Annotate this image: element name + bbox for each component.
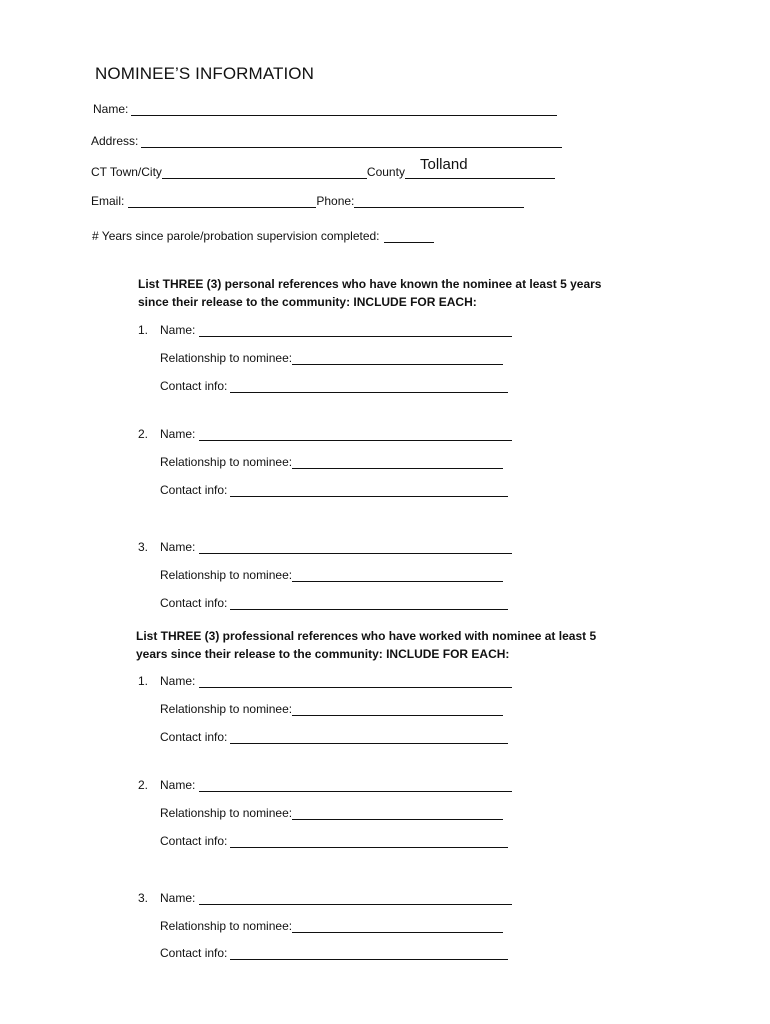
ref-name-field[interactable] xyxy=(199,324,512,337)
ref-rel-label: Relationship to nominee: xyxy=(160,806,293,820)
ref-contact-label: Contact info: xyxy=(160,596,228,610)
name-field[interactable] xyxy=(131,103,557,116)
ref-name-field[interactable] xyxy=(199,541,512,554)
ref-name-label: Name: xyxy=(160,778,196,792)
ref-name-row xyxy=(138,674,512,688)
ref-name-row xyxy=(138,540,512,554)
email-field[interactable] xyxy=(128,195,316,208)
ref-rel-label: Relationship to nominee: xyxy=(160,455,293,469)
town-field[interactable] xyxy=(162,166,367,179)
ref-rel-row xyxy=(160,702,503,716)
ref-number: 3. xyxy=(138,540,149,554)
phone-field[interactable] xyxy=(354,195,524,208)
ref-contact-label: Contact info: xyxy=(160,483,228,497)
county-value: Tolland xyxy=(420,156,468,173)
ref-rel-field[interactable] xyxy=(292,352,503,365)
ref-number: 1. xyxy=(138,674,149,688)
ref-contact-row xyxy=(160,483,508,497)
ref-contact-row xyxy=(160,730,508,744)
ref-name-field[interactable] xyxy=(199,428,512,441)
ref-contact-field[interactable] xyxy=(230,380,508,393)
ref-name-label: Name: xyxy=(160,427,196,441)
ref-contact-row xyxy=(160,379,508,393)
personal-heading-line1: List THREE (3) personal references who have known the nominee at least 5 years xyxy=(138,277,602,291)
address-row xyxy=(91,134,562,148)
ref-number: 3. xyxy=(138,891,149,905)
address-label: Address: xyxy=(91,134,139,148)
ref-contact-label: Contact info: xyxy=(160,834,228,848)
name-label: Name: xyxy=(93,102,129,116)
ref-name-row xyxy=(138,427,512,441)
ref-name-label: Name: xyxy=(160,540,196,554)
personal-heading xyxy=(138,275,601,311)
ref-name-row xyxy=(138,891,512,905)
personal-heading-line2: since their release to the community: INCLUDE FOR EACH: xyxy=(138,295,477,309)
ref-rel-field[interactable] xyxy=(292,456,503,469)
ref-rel-row xyxy=(160,351,503,365)
ref-contact-row xyxy=(160,946,508,960)
ref-rel-label: Relationship to nominee: xyxy=(160,919,293,933)
ref-rel-label: Relationship to nominee: xyxy=(160,568,293,582)
ref-rel-row xyxy=(160,806,503,820)
ref-contact-field[interactable] xyxy=(230,835,508,848)
ref-contact-label: Contact info: xyxy=(160,946,228,960)
ref-contact-label: Contact info: xyxy=(160,730,228,744)
ref-number: 2. xyxy=(138,778,149,792)
ref-contact-field[interactable] xyxy=(230,597,508,610)
address-field[interactable] xyxy=(141,135,562,148)
ref-name-field[interactable] xyxy=(199,779,512,792)
ref-rel-row xyxy=(160,919,503,933)
professional-heading-line2: years since their release to the community: INCLUDE FOR EACH: xyxy=(136,647,510,661)
ref-name-row xyxy=(138,323,512,337)
ref-rel-row xyxy=(160,568,503,582)
town-county-row xyxy=(91,165,555,179)
ref-contact-label: Contact info: xyxy=(160,379,228,393)
ref-rel-field[interactable] xyxy=(292,569,503,582)
ref-rel-label: Relationship to nominee: xyxy=(160,702,293,716)
ref-name-field[interactable] xyxy=(199,892,512,905)
county-label: County xyxy=(366,165,405,179)
professional-heading-line1: List THREE (3) professional references who have worked with nominee at least 5 xyxy=(136,629,597,643)
ref-contact-field[interactable] xyxy=(230,947,508,960)
years-label: # Years since parole/probation supervision completed: xyxy=(92,229,380,243)
ref-name-label: Name: xyxy=(160,323,196,337)
email-phone-row xyxy=(91,194,524,208)
ref-number: 2. xyxy=(138,427,149,441)
ref-contact-row xyxy=(160,596,508,610)
ref-rel-row xyxy=(160,455,503,469)
years-row xyxy=(92,229,434,243)
town-label: CT Town/City xyxy=(91,165,162,179)
ref-contact-field[interactable] xyxy=(230,731,508,744)
ref-contact-row xyxy=(160,834,508,848)
ref-rel-field[interactable] xyxy=(292,807,503,820)
phone-label: Phone: xyxy=(316,194,355,208)
ref-name-field[interactable] xyxy=(199,675,512,688)
ref-contact-field[interactable] xyxy=(230,484,508,497)
professional-heading xyxy=(136,627,596,663)
name-row xyxy=(93,102,557,116)
ref-rel-field[interactable] xyxy=(292,703,503,716)
years-field[interactable] xyxy=(384,230,434,243)
ref-name-label: Name: xyxy=(160,891,196,905)
email-label: Email: xyxy=(91,194,125,208)
page-title: NOMINEE’S INFORMATION xyxy=(95,64,315,83)
ref-rel-label: Relationship to nominee: xyxy=(160,351,293,365)
ref-rel-field[interactable] xyxy=(292,920,503,933)
ref-name-row xyxy=(138,778,512,792)
ref-name-label: Name: xyxy=(160,674,196,688)
ref-number: 1. xyxy=(138,323,149,337)
